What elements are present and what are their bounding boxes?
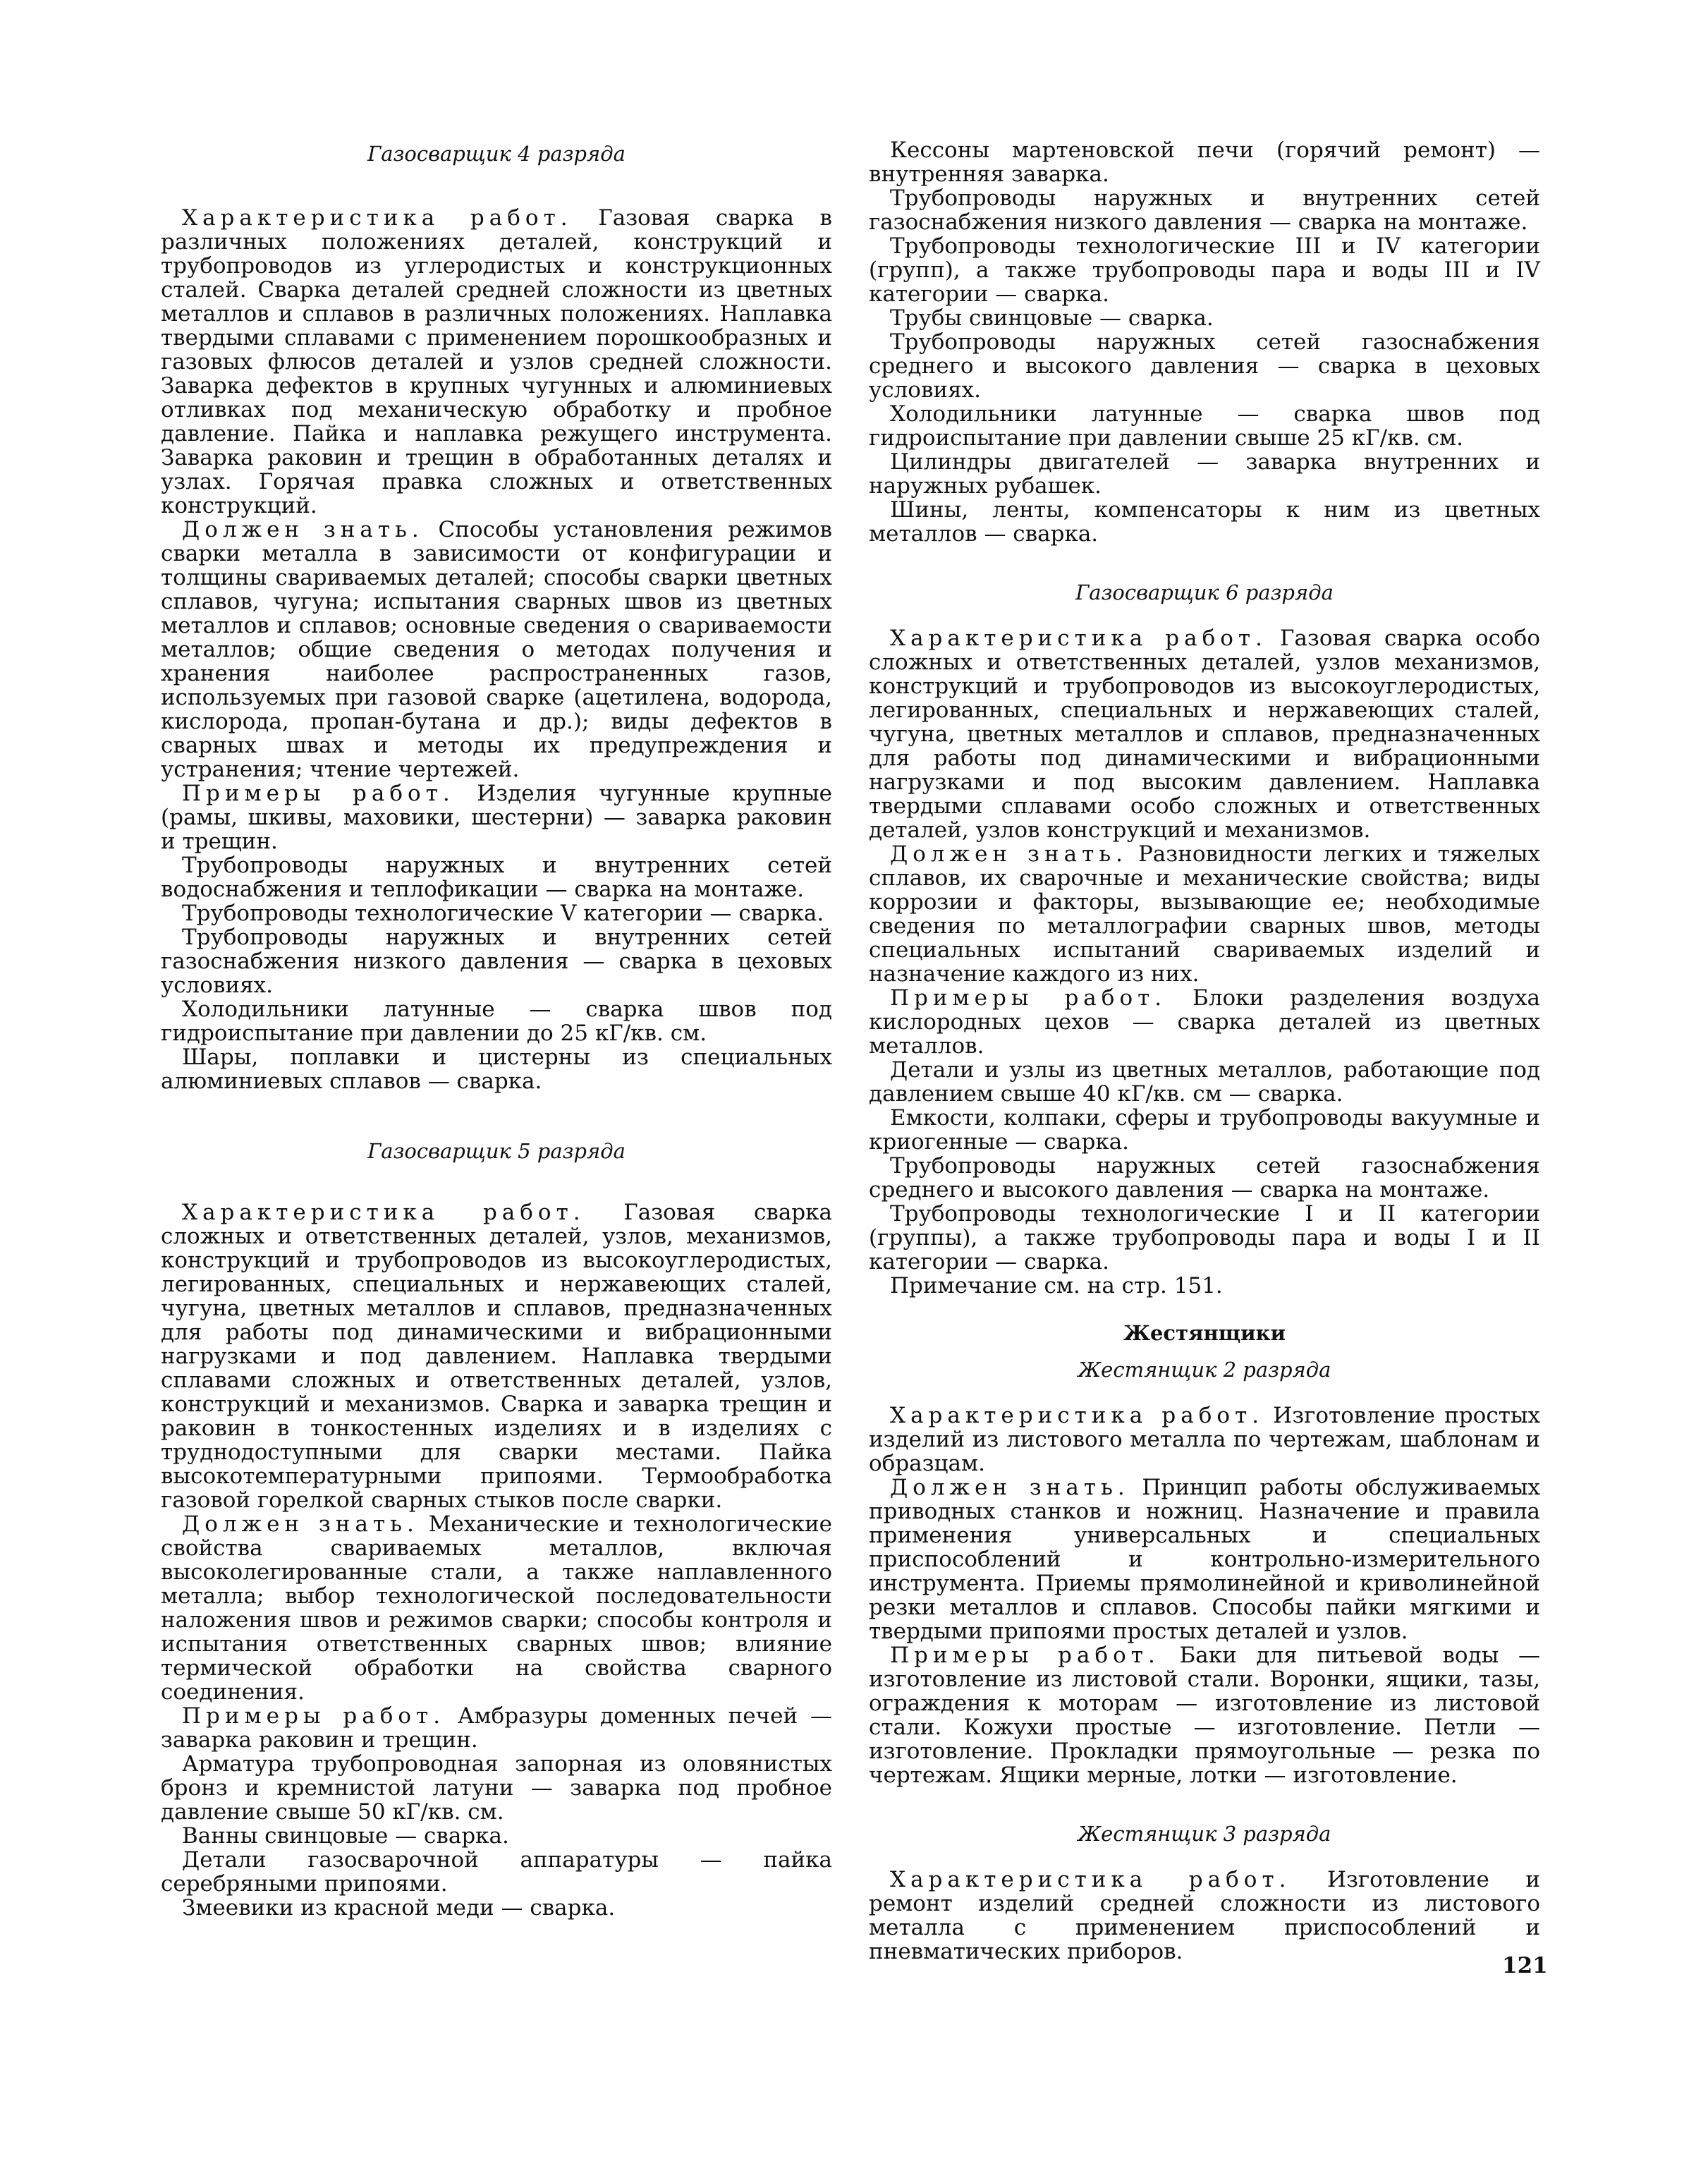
list-item: Трубопроводы наружных сетей газоснабжения среднего и высокого давления — сварка на монтаже. (869, 1153, 1540, 1203)
g4-characteristics (161, 206, 832, 518)
label: Примеры работ. (182, 781, 455, 806)
label: Примеры работ. (890, 1643, 1160, 1668)
list-item: Арматура трубопроводная запорная из оловянистых бронз и кремнистой латуни — заварка под пробное давление свыше 50 кГ/кв. см. (161, 1751, 832, 1825)
list-item: Трубопроводы технологические V категории — сварка. (182, 901, 824, 926)
heading-gas-welder-5: Газосварщик 5 разряда (367, 1139, 626, 1163)
label: Характеристика работ. (182, 205, 573, 231)
label: Должен знать. (890, 841, 1128, 867)
list-item: Детали и узлы из цветных металлов, работающие под давлением свыше 40 кГ/кв. см — сварка. (869, 1057, 1540, 1107)
list-item: Холодильники латунные — сварка швов под гидроиспытание при давлении свыше 25 кГ/кв. см. (869, 401, 1540, 451)
g4-examples (161, 781, 832, 853)
j2-characteristics (869, 1404, 1540, 1476)
list-item: Емкости, колпаки, сферы и трубопроводы вакуумные и криогенные — сварка. (869, 1105, 1540, 1155)
text: Изготовление и ремонт изделий средней сложности из листового металла с применением приспособлений и пневматических приборов. (869, 1867, 1540, 1964)
text: Блоки разделения воздуха кислородных цехов — сварка деталей из цветных металлов. (869, 985, 1540, 1059)
label: Примеры работ. (182, 1703, 446, 1729)
g5-must-know (161, 1512, 832, 1704)
label: Примеры работ. (890, 985, 1167, 1011)
list-item: Трубопроводы наружных и внутренних сетей газоснабжения низкого давления — сварка в цеховых условиях. (161, 925, 832, 998)
label: Характеристика работ. (890, 1867, 1291, 1892)
text: Способы установления режимов сварки металла в зависимости от конфигурации и толщины свариваемых деталей; способы сварки цветных сплавов, чугуна; испытания сварных швов из цветных металлов и сплавов; основные сведения о свариваемости металлов; общие сведения о методах получения и хранения наиболее распространенных газов, используемых при газовой сварке (ацетилена, водорода, кислорода, пропан-бутана и др.); виды дефектов в сварных швах и методы их предупреждения и устранения; чтение чертежей. (161, 517, 832, 782)
g5-examples (161, 1704, 832, 1752)
list-item: Трубопроводы наружных и внутренних сетей газоснабжения низкого давления — сварка на монтаже. (869, 185, 1540, 235)
heading-tinsmith-3: Жестянщик 3 разряда (1078, 1822, 1331, 1846)
text: Амбразуры доменных печей — заварка раковин и трещин. (161, 1703, 833, 1753)
text: Баки для питьевой воды — изготовление из листовой стали. Воронки, ящики, тазы, ограждения к моторам — изготовление из листовой стали. Кожухи простые — изготовление. Петли — изготовление. Прокладки прямоугольные — резка по чертежам. Ящики мерные, лотки — изготовление. (869, 1643, 1540, 1788)
list-item: Трубопроводы технологические III и IV категории (групп), а также трубопроводы пара и воды III и IV категории — сварка. (869, 233, 1540, 307)
g6-examples (869, 986, 1540, 1058)
j3-characteristics (869, 1868, 1540, 1964)
page-number: 121 (1502, 1953, 1548, 1978)
label: Характеристика работ. (890, 626, 1267, 651)
label: Характеристика работ. (182, 1200, 585, 1225)
list-item: Трубопроводы технологические I и II категории (группы), а также трубопроводы пара и воды I и II категории — сварка. (869, 1201, 1540, 1274)
label: Должен знать. (182, 1511, 419, 1537)
g6-must-know (869, 842, 1540, 986)
g4-must-know (161, 518, 832, 781)
label: Должен знать. (182, 517, 424, 542)
label: Должен знать. (890, 1475, 1130, 1500)
j2-examples (869, 1643, 1540, 1787)
text: Газовая сварка в различных положениях деталей, конструкций и трубопроводов из углеродистых и конструкционных сталей. Сварка деталей средней сложности из цветных металлов и сплавов в различных положениях. Наплавка твердыми сплавами с применением порошкообразных и газовых флюсов деталей и узлов средней сложности. Заварка дефектов в крупных чугунных и алюминиевых отливках под механическую обработку и пробное давление. Пайка и наплавка режущего инструмента. Заварка раковин и трещин в обработанных деталях и узлах. Горячая правка сложных и ответственных конструкций. (161, 205, 832, 518)
list-item: Кессоны мартеновской печи (горячий ремонт) — внутренняя заварка. (869, 138, 1540, 187)
list-item: Шары, поплавки и цистерны из специальных алюминиевых сплавов — сварка. (161, 1045, 832, 1094)
text: Механические и технологические свойства свариваемых металлов, включая высоколегированные стали, а также наплавленного металла; выбор технологической последовательности наложения швов и режимов сварки; способы контроля и испытания ответственных сварных швов; влияние термической обработки на свойства сварного соединения. (161, 1511, 832, 1705)
heading-gas-welder-6: Газосварщик 6 разряда (1075, 580, 1334, 604)
list-item: Шины, ленты, компенсаторы к ним из цветных металлов — сварка. (869, 497, 1540, 547)
list-item: Детали газосварочной аппаратуры — пайка серебряными припоями. (161, 1847, 832, 1897)
list-item: Холодильники латунные — сварка швов под гидроиспытание при давлении до 25 кГ/кв. см. (161, 997, 832, 1046)
list-item: Змеевики из красной меди — сварка. (182, 1895, 616, 1921)
note: Примечание см. на стр. 151. (890, 1273, 1223, 1298)
text: Разновидности легких и тяжелых сплавов, их сварочные и механические свойства; виды коррозии и факторы, вызывающие ее; необходимые сведения по металлографии сварных швов, методы специальных испытаний свариваемых изделий и назначение каждого из них. (869, 841, 1540, 987)
j2-must-know (869, 1476, 1540, 1643)
text: Газовая сварка особо сложных и ответственных деталей, узлов механизмов, конструкций и трубопроводов из высокоуглеродистых, легированных, специальных и нержавеющих сталей, чугуна, цветных металлов и сплавов, предназначенных для работы под динамическими и вибрационными нагрузками и под высоким давлением. Наплавка твердыми сплавами особо сложных и ответственных деталей, узлов конструкций и механизмов. (869, 626, 1540, 843)
list-item: Ванны свинцовые — сварка. (182, 1823, 509, 1849)
right-column (869, 138, 1540, 1964)
text: Принцип работы обслуживаемых приводных станков и ножниц. Назначение и правила применения универсальных и специальных приспособлений и контрольно-измерительного инструмента. Приемы прямолинейной и криволинейной резки металлов и сплавов. Способы пайки мягкими и твердыми припоями простых деталей и узлов. (869, 1475, 1540, 1644)
text: Изготовление простых изделий из листового металла по чертежам, шаблонам и образцам. (869, 1403, 1540, 1476)
list-item: Цилиндры двигателей — заварка внутренних и наружных рубашек. (869, 449, 1540, 499)
heading-gas-welder-4: Газосварщик 4 разряда (367, 142, 626, 166)
label: Характеристика работ. (890, 1403, 1264, 1428)
text: Изделия чугунные крупные (рамы, шкивы, маховики, шестерни) — заварка раковин и трещин. (161, 781, 832, 854)
g6-characteristics (869, 626, 1540, 842)
left-column (161, 138, 832, 1920)
g5-characteristics (161, 1200, 832, 1512)
list-item: Трубы свинцовые — сварка. (890, 305, 1214, 331)
list-item: Трубопроводы наружных сетей газоснабжения среднего и высокого давления — сварка в цеховых условиях. (869, 329, 1540, 403)
list-item: Трубопроводы наружных и внутренних сетей водоснабжения и теплофикации — сварка на монтаже. (161, 853, 832, 902)
text: Газовая сварка сложных и ответственных деталей, узлов, механизмов, конструкций и трубопроводов из высокоуглеродистых, легированных, специальных и нержавеющих сталей, чугуна, цветных металлов и сплавов, предназначенных для работы под динамическими и вибрационными нагрузками и под давлением. Наплавка твердыми сплавами сложных и ответственных деталей, узлов, конструкций и механизмов. Сварка и заварка трещин и раковин в тонкостенных изделиях и в изделиях с труднодоступными для сварки местами. Пайка высокотемпературными припоями. Термообработка газовой горелкой сварных стыков после сварки. (161, 1200, 832, 1513)
heading-tinsmith-2: Жестянщик 2 разряда (1078, 1358, 1331, 1382)
section-title-tinsmiths: Жестянщики (1123, 1321, 1286, 1345)
